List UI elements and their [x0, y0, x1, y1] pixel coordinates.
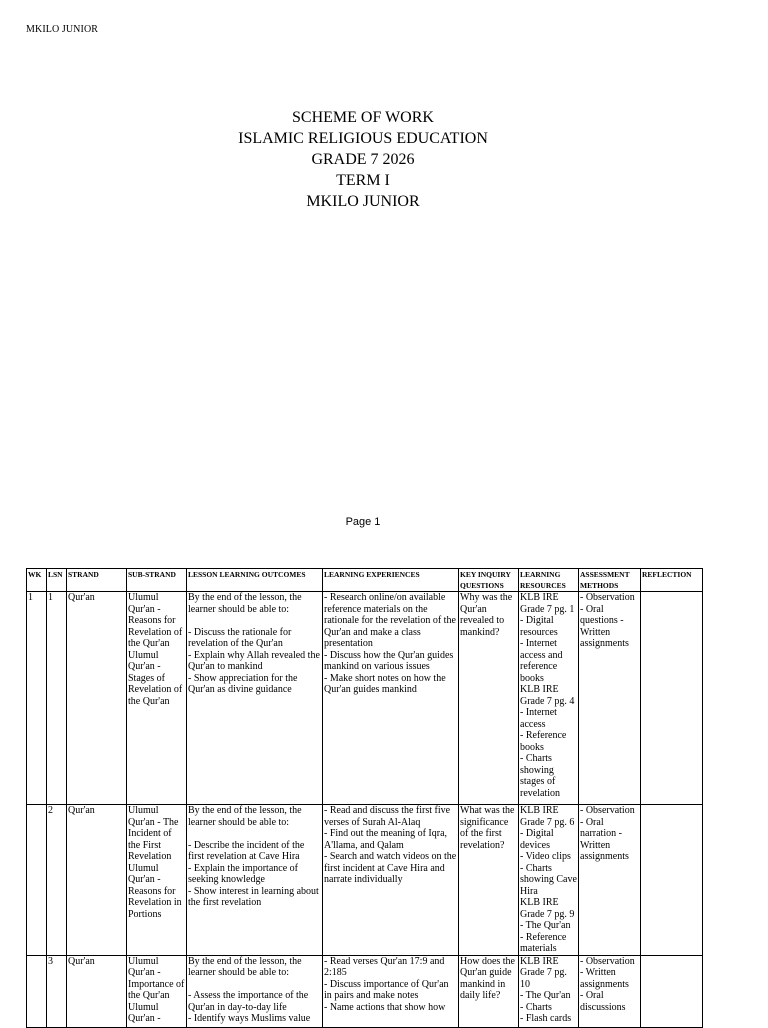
- cell-line: - Identify ways Muslims value: [188, 1013, 311, 1024]
- cell-reflection: [641, 805, 703, 956]
- cell-line: KLB IRE Grade 7 pg. 6: [520, 805, 575, 828]
- cell-sub-strand: [127, 805, 187, 956]
- header-experiences: LEARNING EXPERIENCES: [323, 569, 459, 592]
- cell-line: Ulumul Qur'an - Reasons for Revelation in Portions: [128, 862, 182, 920]
- table-row: [27, 592, 703, 805]
- cell-line: - Video clips: [520, 851, 571, 862]
- header-assessment: ASSESSMENT METHODS: [579, 569, 641, 592]
- cell-sub-strand: [127, 592, 187, 805]
- cell-line: Ulumul Qur'an - Importance of the Qur'an: [128, 955, 185, 1001]
- cell-line: Why was the Qur'an revealed to mankind?: [460, 592, 513, 638]
- cell-reflection: [641, 955, 703, 1027]
- cell-resources: [519, 955, 579, 1027]
- header-strand: STRAND: [67, 569, 127, 592]
- cell-questions: [459, 592, 519, 805]
- cell-reflection: [641, 592, 703, 805]
- header-wk: WK: [27, 569, 47, 592]
- cell-line: - Explain why Allah revealed the Qur'an to mankind: [188, 649, 320, 672]
- cell-line: What was the significance of the first revelation?: [460, 805, 515, 851]
- cell-line: KLB IRE Grade 7 pg. 10: [520, 955, 567, 990]
- cell-line: Ulumul Qur'an - Reasons for Revelation of the Qur'an: [128, 592, 183, 649]
- title-line: TERM I: [336, 172, 390, 189]
- cell-line: - Oral discussions: [580, 990, 626, 1013]
- cell-assessment: [579, 955, 641, 1027]
- cell-line: How does the Qur'an guide mankind in daily life?: [460, 955, 515, 1001]
- cell-resources: [519, 805, 579, 956]
- document-title: [0, 107, 726, 212]
- cell-outcomes: [187, 805, 323, 956]
- cell-line: - Name actions that show how: [324, 1001, 446, 1013]
- cell-line: - Make short notes on how the Qur'an guides mankind: [324, 672, 446, 695]
- cell-line: - Oral questions -: [580, 603, 624, 626]
- header-resources: LEARNING RESOURCES: [519, 569, 579, 592]
- cell-line: - The Qur'an: [520, 920, 571, 931]
- cell-line: - Observation: [580, 955, 635, 967]
- cell-line: - Search and watch videos on the first incident at Cave Hira and narrate individually: [324, 851, 457, 885]
- cell-outcomes: [187, 592, 323, 805]
- cell-questions: [459, 805, 519, 956]
- cell-line: - Charts: [520, 1001, 552, 1013]
- cell-strand: Qur'an: [67, 592, 127, 805]
- cell-line: - Reference books: [520, 730, 567, 753]
- cell-strand: Qur'an: [67, 805, 127, 956]
- cell-line: - Oral narration -: [580, 816, 622, 839]
- cell-line: Written assignments: [580, 839, 629, 862]
- cell-line: - Assess the importance of the Qur'an in day-to-day life: [188, 990, 309, 1013]
- cell-sub-strand: [127, 955, 187, 1027]
- cell-wk: [27, 805, 47, 956]
- header-questions: KEY INQUIRY QUESTIONS: [459, 569, 519, 592]
- scheme-of-work-table: [26, 568, 703, 1028]
- header-reflection: REFLECTION: [641, 569, 703, 592]
- cell-line: - Discuss the rationale for revelation of the Qur'an: [188, 626, 292, 649]
- header-sub-strand: SUB-STRAND: [127, 569, 187, 592]
- cell-line: - Flash cards: [520, 1013, 572, 1024]
- cell-outcomes: [187, 955, 323, 1027]
- table-header-row: [27, 569, 703, 592]
- cell-line: - Explain the importance of seeking knowledge: [188, 862, 298, 885]
- header-outcomes: LESSON LEARNING OUTCOMES: [187, 569, 323, 592]
- cell-lsn: 2: [47, 805, 67, 956]
- cell-resources: [519, 592, 579, 805]
- cell-line: - Find out the meaning of Iqra, A'llama, and Qalam: [324, 828, 448, 851]
- title-line: GRADE 7 2026: [311, 151, 415, 168]
- cell-experiences: [323, 805, 459, 956]
- running-header-school: MKILO JUNIOR: [26, 24, 99, 35]
- cell-line: - Discuss how the Qur'an guides mankind on various issues: [324, 649, 454, 672]
- cell-line: Ulumul Qur'an -: [128, 1001, 161, 1024]
- title-line: ISLAMIC RELIGIOUS EDUCATION: [238, 130, 488, 147]
- cell-line: Ulumul Qur'an - The Incident of the First Revelation: [128, 805, 179, 862]
- cell-questions: [459, 955, 519, 1027]
- cell-line: KLB IRE Grade 7 pg. 1: [520, 592, 575, 615]
- cell-wk: 1: [27, 592, 47, 805]
- cell-line: KLB IRE Grade 7 pg. 4: [520, 684, 575, 707]
- cell-experiences: [323, 592, 459, 805]
- title-line: MKILO JUNIOR: [306, 193, 420, 210]
- cell-lsn: 3: [47, 955, 67, 1027]
- cell-line: - Show appreciation for the Qur'an as divine guidance: [188, 672, 298, 695]
- cell-line: - Describe the incident of the first revelation at Cave Hira: [188, 839, 305, 862]
- cell-line: - Read verses Qur'an 17:9 and 2:185: [324, 955, 445, 978]
- title-line: SCHEME OF WORK: [292, 109, 434, 126]
- cell-line: By the end of the lesson, the learner should be able to:: [188, 592, 302, 615]
- cell-line: - Observation: [580, 805, 635, 816]
- header-lsn: LSN: [47, 569, 67, 592]
- cell-assessment: [579, 805, 641, 956]
- cell-line: By the end of the lesson, the learner should be able to:: [188, 805, 302, 828]
- cell-line: - Reference materials: [520, 931, 567, 954]
- cell-line: - Read and discuss the first five verses of Surah Al-Alaq: [324, 805, 451, 828]
- page-number: Page 1: [345, 516, 381, 528]
- cell-line: Ulumul Qur'an - Stages of Revelation of the Qur'an: [128, 649, 183, 707]
- cell-strand: Qur'an: [67, 955, 127, 1027]
- cell-line: - Observation: [580, 592, 635, 603]
- cell-line: [188, 979, 321, 991]
- table-row: [27, 955, 703, 1027]
- cell-line: - Internet access and reference books: [520, 638, 563, 684]
- cell-line: - Written assignments: [580, 967, 629, 990]
- cell-line: - Digital devices: [520, 828, 554, 851]
- cell-experiences: [323, 955, 459, 1027]
- cell-wk: [27, 955, 47, 1027]
- cell-line: - Charts showing stages of revelation: [520, 753, 560, 799]
- cell-line: - Internet access: [520, 707, 557, 730]
- cell-line: [188, 828, 321, 840]
- cell-line: - Show interest in learning about the first revelation: [188, 885, 319, 908]
- table-row: [27, 805, 703, 956]
- cell-line: - Charts showing Cave Hira: [520, 862, 577, 897]
- cell-lsn: 1: [47, 592, 67, 805]
- cell-line: Written assignments: [580, 626, 629, 649]
- cell-line: KLB IRE Grade 7 pg. 9: [520, 897, 575, 920]
- cell-line: [188, 615, 321, 627]
- cell-assessment: [579, 592, 641, 805]
- cell-line: By the end of the lesson, the learner should be able to:: [188, 955, 302, 978]
- cell-line: - Research online/on available reference materials on the rationale for the revelation of the Qur'an and make a class presentation: [324, 592, 456, 649]
- cell-line: - Digital resources: [520, 615, 558, 638]
- cell-line: - Discuss importance of Qur'an in pairs and make notes: [324, 978, 449, 1001]
- cell-line: - The Qur'an: [520, 990, 571, 1001]
